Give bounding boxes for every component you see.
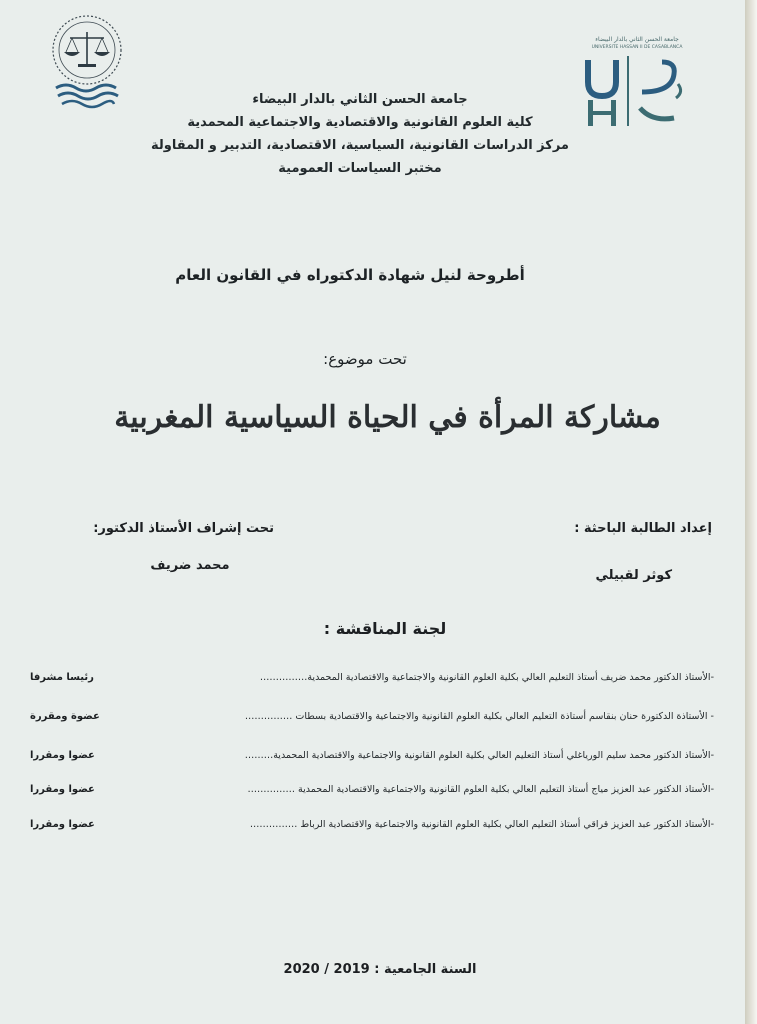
committee-member-text: - الأستاذة الدكتورة حنان بنقاسم أستاذة التعليم العالي بكلية العلوم القانونية والاجتماعية والاقتصادية بسطات …………… bbox=[244, 711, 714, 722]
committee-member-text: -الأستاذ الدكتور عبد العزيز مياج أستاذ التعليم العالي بكلية العلوم القانونية والاجتماعية والاقتصادية المحمدية …………… bbox=[247, 784, 714, 795]
institution-header bbox=[140, 88, 580, 180]
university-logo-caption-ar: جامعة الحسن الثاني بالدار البيضاء bbox=[595, 36, 679, 43]
academic-year bbox=[260, 962, 500, 977]
committee-member-row bbox=[26, 750, 714, 768]
laboratory-name: مختبر السياسات العمومية bbox=[278, 161, 442, 176]
page-edge-shadow bbox=[745, 0, 757, 1024]
committee-member-role: عضوا ومقررا bbox=[30, 784, 95, 795]
prepared-by-label: إعداد الطالبة الباحثة : bbox=[574, 521, 712, 536]
degree-line: أطروحة لنيل شهادة الدكتوراه في القانون العام bbox=[175, 266, 525, 284]
academic-year-value: 2019 / 2020 bbox=[283, 962, 370, 977]
committee-member-role: عضوا ومقررا bbox=[30, 819, 95, 830]
student-name: كوثر لقبيلي bbox=[595, 568, 672, 583]
committee-member-text: -الأستاذ الدكتور عبد العزيز قراقي أستاذ التعليم العالي بكلية العلوم القانونية والاجتماعية والاقتصادية الرباط …………… bbox=[249, 819, 714, 830]
subject-label: تحت موضوع: bbox=[323, 350, 407, 368]
supervisor-label: تحت إشراف الأستاذ الدكتور: bbox=[93, 521, 274, 536]
research-center-name: مركز الدراسات القانونية، السياسية، الاقتصادية، التدبير و المقاولة bbox=[151, 138, 569, 153]
committee-member-role: عضوة ومقررة bbox=[30, 711, 100, 722]
faculty-name: كلية العلوم القانونية والاقتصادية والاجتماعية المحمدية bbox=[187, 115, 533, 130]
university-logo bbox=[582, 36, 692, 128]
supervisor-name: محمد ضريف bbox=[150, 558, 230, 573]
committee-member-text: -الأستاذ الدكتور محمد ضريف أستاذ التعليم العالي بكلية العلوم القانونية والاجتماعية والاقتصادية المحمدية…………… bbox=[259, 672, 714, 683]
committee-title: لجنة المناقشة : bbox=[323, 619, 447, 638]
committee-member-text: -الأستاذ الدكتور محمد سليم الورياغلي أستاذ التعليم العالي بكلية العلوم القانونية والاجتماعية والاقتصادية المحمدية……… bbox=[244, 750, 714, 761]
faculty-seal-logo bbox=[48, 10, 126, 110]
committee-member-row bbox=[26, 711, 714, 729]
university-logo-caption-latin: UNIVERSITE HASSAN II DE CASABLANCA bbox=[591, 45, 683, 50]
academic-year-label: السنة الجامعية : bbox=[374, 962, 477, 977]
committee-member-role: عضوا ومقررا bbox=[30, 750, 95, 761]
committee-member-row bbox=[26, 784, 714, 802]
university-name: جامعة الحسن الثاني بالدار البيضاء bbox=[252, 92, 468, 107]
committee-member-row bbox=[26, 819, 714, 837]
committee-member-role: رئيسا مشرفا bbox=[30, 672, 94, 683]
committee-member-row bbox=[26, 672, 714, 690]
thesis-title: مشاركة المرأة في الحياة السياسية المغربية bbox=[114, 400, 661, 435]
